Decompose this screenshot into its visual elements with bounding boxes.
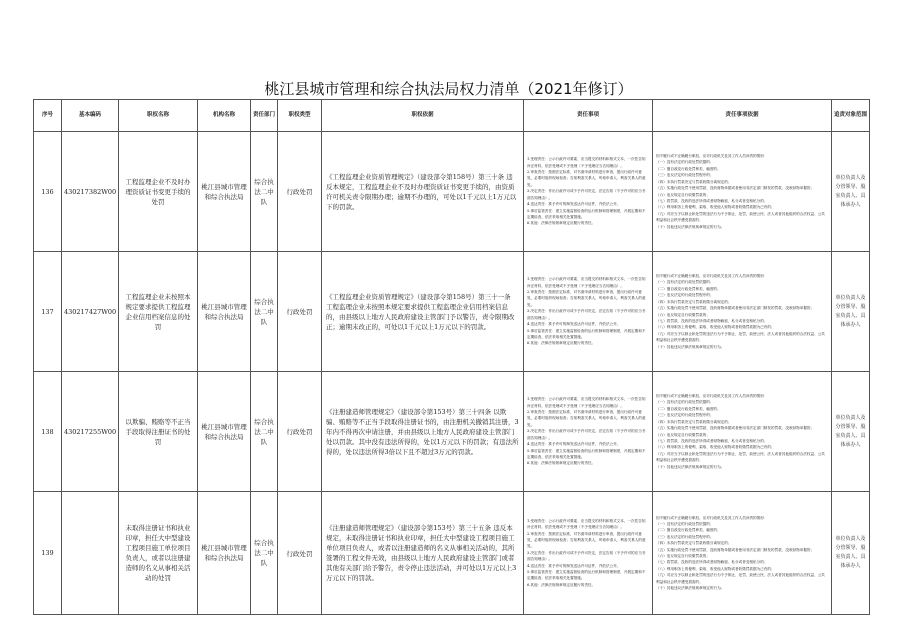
page-title: 桃江县城市管理和综合执法局权力清单（2021年修订） [264, 80, 633, 98]
table-row [34, 252, 870, 372]
cell-type: 行政处罚 [278, 132, 322, 252]
duty-line: 5.事后监管责任：建立实施监督检查的运行机制和管理制度，开展定期和不定期检查，依法采取相关处置措施。 [527, 208, 646, 219]
cell-duties [524, 132, 653, 252]
duty-line: 3.决定责任：作出行政许可或不予许可决定，法定告知（不予许可的应当书面告知理由）。 [527, 309, 646, 320]
duty-line: 2.审查责任：按照法定标准，对书面申请材料进行审查，提出行政许可意见，必要时组织现场检查；告知利害关系人，听取申请人、利害关系人的意见。 [527, 531, 646, 549]
table-row [34, 372, 870, 492]
cell-accountability: 单位负责人及分管领导、股室负责人、具体承办人 [832, 372, 870, 492]
header-duties: 责任事项 [524, 100, 653, 132]
cell-duties-basis [653, 132, 832, 252]
duty-line: 4.送达责任：准予许可的制发送达许可证件，并依法公开。 [527, 202, 621, 207]
cell-basis: 《注册建造师管理规定》（建设部令第153号）第三十四条 以欺骗、贿赂等不正当手段取得注册证书的，由注册机关撤销其注册，3年内不得再次申请注册，并由县级以上地方人民政府建设主管部门处以罚款。其中没有违法所得的，处以1万元以下的罚款；有违法所得的，处以违法所得3倍以下且不超过3万元的罚款。 [322, 372, 524, 492]
duty-line: 1.受理责任：公示行政许可要素、应当提交的材料和格式文本，一次性告知补正材料，依法受理或不予受理（不予受理应当告知理由）。 [527, 518, 646, 530]
header-duties-basis: 责任事项依据 [653, 100, 832, 132]
duty-line: 6.其他：法律法规规章规定应履行的责任。 [527, 221, 596, 226]
duty-line: 3.决定责任：作出行政许可或不予许可决定，法定告知（不予许可的应当书面告知理由）。 [527, 189, 646, 200]
cell-accountability: 单位负责人及分管领导、股室负责人、具体承办人 [832, 252, 870, 372]
cell-basis: 《注册建造师管理规定》（建设部令第153号）第三十五条 违反本规定，未取得注册证书和执业印章，担任大中型建设工程项目施工单位项目负责人，或者以注册建造师的名义从事相关活动的，其所签署的工程文件无效，由县级以上地方人民政府建设主管部门或者其他有关部门给予警告，责令停止违法活动，并可处以1万元以上3万元以下的罚款。 [322, 492, 524, 615]
cell-type: 行政处罚 [278, 372, 322, 492]
header-org: 机构名称 [198, 100, 251, 132]
duty-line: 5.事后监管责任：建立实施监督检查的运行机制和管理制度，开展定期和不定期检查，依法采取相关处置措施。 [527, 448, 646, 459]
duty-basis-line: （九）对应当予以制止和处罚的违法行为不予制止、处罚，致使公民、法人或者其他组织的合法权益、公共利益和社会秩序遭受损害的； [656, 331, 825, 343]
cell-type: 行政处罚 [278, 252, 322, 372]
duty-basis-line: （十）其他违反法律法规规章规定的行为。 [656, 464, 725, 469]
cell-dept: 综合执法二中队 [251, 372, 278, 492]
cell-code: 430217427W00 [62, 252, 119, 372]
duty-basis-line: （十）其他违反法律法规规章规定的行为。 [656, 586, 725, 591]
cell-name: 以欺骗、贿赂等不正当手段取得注册证书的处罚 [119, 372, 198, 492]
duty-line: 6.其他：法律法规规章规定应履行的责任。 [527, 582, 596, 587]
duty-basis-line: （八）利用职务上的便利，索取、收受他人财物或者收缴罚款据为己有的； [656, 566, 775, 571]
cell-name: 未取得注册证书和执业印章，担任大中型建设工程项目施工单位项目负责人，或者以注册建造师的名义从事相关活动的处罚 [119, 492, 198, 615]
cell-name: 工程监理企业未按照本规定要求提供工程监理企业信用档案信息的处罚 [119, 252, 198, 372]
duty-basis-line: 因不履行或不正确履行职权，应对行政机关及其工作人员问责的情形： [656, 515, 768, 520]
duty-basis-line: （一）没有法定的行政处罚依据的； [656, 160, 714, 165]
duty-line: 2.审查责任：按照法定标准，对书面申请材料进行审查，提出行政许可意见，必要时组织现场检查；告知利害关系人，听取申请人、利害关系人的意见。 [527, 170, 646, 187]
duty-basis-line: （八）利用职务上的便利，索取、收受他人财物或者收缴罚款据为己有的； [656, 325, 775, 330]
cell-duties-basis [653, 372, 832, 492]
power-list-table [33, 99, 870, 615]
cell-basis: 《工程监理企业资质管理规定》（建设部令第158号）第三十条 违反本规定，工程监理企业不及时办理资质证书变更手续的，由资质许可机关责令限期办理；逾期不办理的，可处以1千元以上1万元以下的罚款。 [322, 132, 524, 252]
cell-duties [524, 252, 653, 372]
duty-line: 4.送达责任：准予许可的制发送达许可证件，并依法公开。 [527, 563, 621, 568]
cell-seq: 139 [34, 492, 62, 615]
cell-duties-basis [653, 252, 832, 372]
duty-basis-line: （四）未执行罚款决定与罚款收缴分离规定的； [656, 179, 732, 184]
cell-code: 430217382W00 [62, 132, 119, 252]
table-row [34, 492, 870, 615]
duty-basis-line: （三）违反法定的行政处罚程序的； [656, 293, 714, 298]
duty-line: 2.审查责任：按照法定标准，对书面申请材料进行审查，提出行政许可意见，必要时组织现场检查；告知利害关系人，听取申请人、利害关系人的意见。 [527, 290, 646, 307]
cell-seq: 138 [34, 372, 62, 492]
duty-basis-line: （五）实施行政处罚不使用罚款、没收财物单据或者使用非法定部门制发的罚款、没收财物单据的； [656, 306, 815, 311]
header-basis: 职权依据 [322, 100, 524, 132]
duty-basis-line: （七）将罚款、没收的违法所得或者财物截留、私分或者变相私分的； [656, 438, 768, 443]
duty-line: 1.受理责任：公示行政许可要素、应当提交的材料和格式文本，一次性告知补正材料，依法受理或不予受理（不予受理应当告知理由）。 [527, 277, 646, 288]
duty-basis-line: （八）利用职务上的便利，索取、收受他人财物或者收缴罚款据为己有的； [656, 445, 775, 450]
duty-basis-line: （六）违反规定自行收缴罚款的； [656, 432, 710, 437]
duty-line: 1.受理责任：公示行政许可要素、应当提交的材料和格式文本，一次性告知补正材料，依法受理或不予受理（不予受理应当告知理由）。 [527, 397, 646, 408]
duty-basis-line: （十）其他违反法律法规规章规定的行为。 [656, 344, 725, 349]
duty-line: 4.送达责任：准予许可的制发送达许可证件，并依法公开。 [527, 442, 621, 447]
header-code: 基本编码 [62, 100, 119, 132]
duty-line: 6.其他：法律法规规章规定应履行的责任。 [527, 341, 596, 346]
cell-name: 工程监理企业不及时办理资质证书变更手续的处罚 [119, 132, 198, 252]
duty-basis-line: （六）违反规定自行收缴罚款的； [656, 192, 710, 197]
duty-basis-line: （一）没有法定的行政处罚依据的； [656, 400, 714, 405]
cell-dept: 综合执法二中队 [251, 132, 278, 252]
duty-basis-line: （二）擅自改变行政处罚种类、幅度的； [656, 406, 721, 411]
duty-basis-line: （六）违反规定自行收缴罚款的； [656, 554, 710, 558]
duty-basis-line: （二）擅自改变行政处罚种类、幅度的； [656, 286, 721, 291]
duty-basis-line: （十）其他违反法律法规规章规定的行为。 [656, 224, 725, 229]
duty-basis-line: （七）将罚款、没收的违法所得或者财物截留、私分或者变相私分的； [656, 318, 768, 323]
cell-basis: 《工程监理企业资质管理规定》（建设部令第158号）第三十一条 工程监理企业未按照本规定要求提供工程监理企业信用档案信息的，由县级以上地方人民政府建设主管部门予以警告，责令限期改正；逾期未改正的，可处以1千元以上1万元以下的罚款。 [322, 252, 524, 372]
duty-basis-line: （五）实施行政处罚不使用罚款、没收财物单据或者使用非法定部门制发的罚款、没收财物单据的； [656, 426, 815, 431]
cell-dept: 综合执法二中队 [251, 492, 278, 615]
cell-org: 桃江县城市管理和综合执法局 [198, 252, 251, 372]
table-row [34, 132, 870, 252]
cell-org: 桃江县城市管理和综合执法局 [198, 492, 251, 615]
duty-basis-line: （七）将罚款、没收的违法所得或者财物截留、私分或者变相私分的； [656, 198, 768, 203]
header-name: 职权名称 [119, 100, 198, 132]
header-dept: 责任部门 [251, 100, 278, 132]
duty-basis-line: （九）对应当予以制止和处罚的违法行为不予制止、处罚，致使公民、法人或者其他组织的合法权益、公共利益和社会秩序遭受损害的； [656, 573, 825, 584]
duty-basis-line: 因不履行或不正确履行职权，应对行政机关及其工作人员问责的情形： [656, 274, 768, 279]
table-header-row [34, 100, 870, 132]
duty-basis-line: （二）擅自改变行政处罚种类、幅度的； [656, 528, 721, 533]
cell-type: 行政处罚 [278, 492, 322, 615]
duty-basis-line: （一）没有法定的行政处罚依据的； [656, 521, 714, 526]
duty-line: 1.受理责任：公示行政许可要素、应当提交的材料和格式文本，一次性告知补正材料，依法受理或不予受理（不予受理应当告知理由）。 [527, 157, 646, 168]
cell-seq: 137 [34, 252, 62, 372]
duty-line: 6.其他：法律法规规章规定应履行的责任。 [527, 461, 596, 466]
duty-basis-line: （五）实施行政处罚不使用罚款、没收财物单据或者使用非法定部门制发的罚款、没收财物单据的； [656, 547, 815, 552]
duty-basis-line: （二）擅自改变行政处罚种类、幅度的； [656, 166, 721, 171]
duty-basis-line: （七）将罚款、没收的违法所得或者财物截留、私分或者变相私分的； [656, 560, 768, 565]
header-type: 职权类型 [278, 100, 322, 132]
cell-code: 430217255W00 [62, 372, 119, 492]
duty-basis-line: （三）违反法定的行政处罚程序的； [656, 173, 714, 178]
duty-basis-line: （一）没有法定的行政处罚依据的； [656, 280, 714, 285]
duty-basis-line: 因不履行或不正确履行职权，应对行政机关及其工作人员问责的情形： [656, 394, 768, 399]
duty-line: 5.事后监管责任：建立实施监督检查的运行机制和管理制度，开展定期和不定期检查，依法采取相关处置措施。 [527, 328, 646, 339]
duty-basis-line: （四）未执行罚款决定与罚款收缴分离规定的； [656, 541, 732, 546]
cell-org: 桃江县城市管理和综合执法局 [198, 372, 251, 492]
duty-basis-line: （四）未执行罚款决定与罚款收缴分离规定的； [656, 419, 732, 424]
duty-line: 2.审查责任：按照法定标准，对书面申请材料进行审查，提出行政许可意见，必要时组织现场检查；告知利害关系人，听取申请人、利害关系人的意见。 [527, 410, 646, 427]
duty-basis-line: 因不履行或不正确履行职权，应对行政机关及其工作人员问责的情形： [656, 154, 768, 159]
cell-duties-basis [653, 492, 832, 615]
duty-basis-line: （三）违反法定的行政处罚程序的； [656, 534, 714, 539]
duty-line: 5.事后监管责任：建立实施监督检查的运行机制和管理制度，开展定期和不定期检查，依法采取相关处置措施。 [527, 570, 646, 581]
cell-seq: 136 [34, 132, 62, 252]
duty-basis-line: （三）违反法定的行政处罚程序的； [656, 413, 714, 418]
cell-duties [524, 372, 653, 492]
duty-basis-line: （八）利用职务上的便利，索取、收受他人财物或者收缴罚款据为己有的； [656, 205, 775, 210]
cell-accountability: 单位负责人及分管领导、股室负责人、具体承办人 [832, 492, 870, 615]
cell-duties [524, 492, 653, 615]
duty-basis-line: （九）对应当予以制止和处罚的违法行为不予制止、处罚，致使公民、法人或者其他组织的合法权益、公共利益和社会秩序遭受损害的； [656, 211, 825, 223]
cell-code [62, 492, 119, 615]
header-accountability: 追责对象范围 [832, 100, 870, 132]
duty-line: 3.决定责任：作出行政许可或不予许可决定，法定告知（不予许可的应当书面告知理由）。 [527, 550, 646, 562]
cell-dept: 综合执法二中队 [251, 252, 278, 372]
duty-basis-line: （六）违反规定自行收缴罚款的； [656, 312, 710, 317]
cell-org: 桃江县城市管理和综合执法局 [198, 132, 251, 252]
duty-line: 4.送达责任：准予许可的制发送达许可证件，并依法公开。 [527, 322, 621, 327]
cell-accountability: 单位负责人及分管领导、股室负责人、具体承办人 [832, 132, 870, 252]
duty-basis-line: （九）对应当予以制止和处罚的违法行为不予制止、处罚，致使公民、法人或者其他组织的合法权益、公共利益和社会秩序遭受损害的； [656, 451, 825, 463]
header-seq: 序号 [34, 100, 62, 132]
duty-basis-line: （四）未执行罚款决定与罚款收缴分离规定的； [656, 299, 732, 304]
duty-line: 3.决定责任：作出行政许可或不予许可决定，法定告知（不予许可的应当书面告知理由）。 [527, 429, 646, 440]
duty-basis-line: （五）实施行政处罚不使用罚款、没收财物单据或者使用非法定部门制发的罚款、没收财物单据的； [656, 186, 815, 191]
